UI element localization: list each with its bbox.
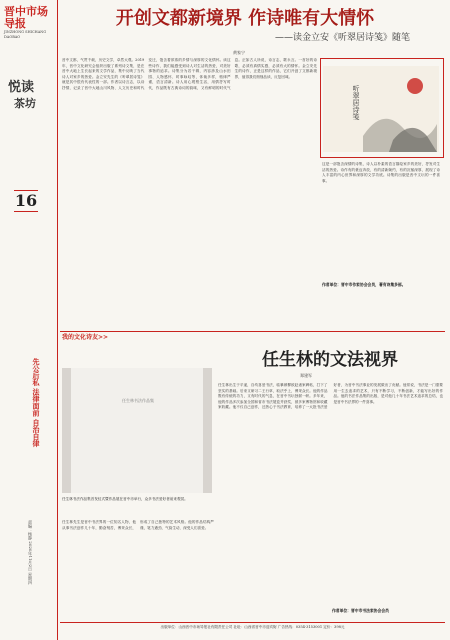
sidebar-text: 这是一部饱含深情的诗集，诗人以朴素的语言描绘家乡的美好，抒发对生活的热爱。诗作有的豪迈奔放，有的清新婉约，有的沉郁深厚，展现了诗人丰富的内心世界和深厚的文学功底。诗集的出版是晋中文坛的一件喜事。 (322, 162, 440, 183)
book-photo (62, 368, 212, 493)
logo-subtitle: JINZHONG SHICHANG DAOBAO (4, 30, 47, 39)
footer-imprint: 出版单位：山西晋中市场导报社有限责任公司 社址：山西省晋中市迎宾街 广告热线：0354-3153001 定价：398元 (160, 625, 345, 629)
ink-landscape-icon (323, 66, 439, 152)
article-subtitle: ——读金立安《听翠居诗笺》随笔 (274, 33, 410, 43)
section-divider (60, 331, 445, 332)
sidebar-author-note: 作者单位：晋中市作家协会会员，著有诗集多部。 (322, 282, 406, 287)
vertical-slogan: 先公后私 法律面前 自治自律 (32, 358, 41, 447)
book-cover-title: 听翠居诗笺 (352, 85, 360, 120)
page-number: 16 (14, 191, 38, 210)
second-article-byline: 郑建军 (300, 373, 312, 378)
edition-meta: 责编：杨静 2020年11月2日 星期四 (28, 520, 33, 585)
left-red-rule (57, 0, 58, 640)
section-tag: 我的文化诗友>> (62, 334, 109, 341)
photo-book-title: 任生林书法作品集 (122, 398, 154, 403)
second-article-body-left: 任生林先生是晋中书法界的一位知名人物，他从事书法创作几十年，勤奋刻苦，博采众长，形成了自己独特的艺术风格。他的作品结构严谨，笔力遒劲，气韵生动，深受人们喜爱。 (62, 520, 214, 530)
logo-text: 晋中市场导报 (4, 5, 48, 30)
second-article-author-note: 作者单位：晋中市书法家协会会员 (332, 608, 389, 613)
article-body: 晋中文都，气贯千载，历史文学，卓然大观。2019年，晋中文化研究会组织出版了系列诗文集，是在晋中大地上生长起来的文学作品，集中反映了当代诗人对家乡的热爱。金立安先生的《听翠居诗笺》就是其中很有代表性的一部。作者以诗言志，以诗抒情，记录了晋中大地山川风物、人文历史和时代变迁，饱含着浓浓的乡情与深厚的文化情怀。读这些诗作，我们能感受到诗人对生活的热爱，对美好事物的追求。诗集分为若干辑，内容涉及山水田园、人物感怀、时事咏叹等，体裁多样，格律严谨，语言清新。诗人用心观察生活，用情抒写时代，作品既有古典诗词的韵味，又有鲜明的时代气息。正如古人所说，诗言志，歌永言。一首好的诗歌，必须有真情实感，必须有大的情怀。金立安先生的诗作，正是这样的作品，它们开创了文都新境界，值得我们细细品读，反复回味。 (62, 58, 317, 90)
article-byline: 黄家宁 (233, 50, 245, 55)
article-title: 开创文都新境界 作诗唯有大情怀 (115, 8, 375, 29)
newspaper-logo (4, 6, 54, 40)
section-name-second-line: 茶坊 (14, 97, 36, 110)
second-article-title: 任生林的文法视界 (262, 350, 398, 370)
footer-rule (60, 622, 445, 623)
book-cover-image (323, 66, 439, 152)
second-article-body-right: 任生林出生于平遥，自幼喜爱书法，临摹颜柳欧赵诸家碑帖，打下了坚实的基础。后来又研习二王行草，取法乎上，博采众长。他的作品既有传统的功力，又有时代的气息，在晋中书坛独树一帜。多年来，他的作品多次参加全国和省市书法展览并获奖，被多家博物馆和收藏家收藏。他不仅自己创作，还热心于书法教育，培养了一大批书法爱好者，为晋中书法事业的发展做出了贡献。他常说，书法是一门需要用一生去追求的艺术，只有不断学习，不断创新，才能写出好的作品。他的书法作品集的出版，是对他几十年书法艺术追求的总结，也是晋中书法界的一件喜事。 (218, 383, 443, 410)
section-name: 悦读 (8, 80, 35, 95)
left-masthead-column (0, 0, 58, 640)
photo-caption: 任生林书法作品集首发仪式暨作品展在晋中市举行，众多书法爱好者前来观赏。 (62, 497, 188, 501)
